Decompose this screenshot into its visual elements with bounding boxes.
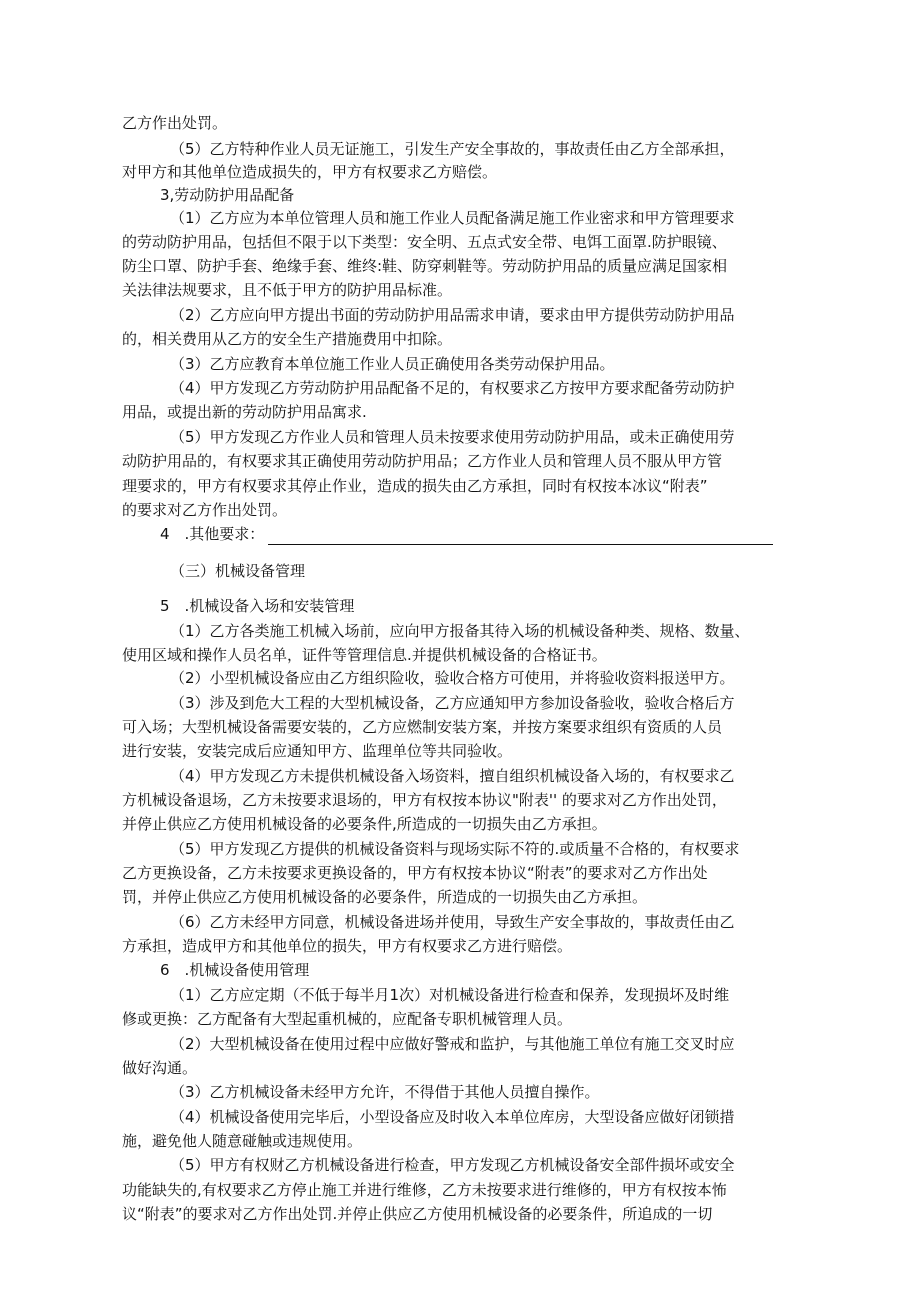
text-line: （2）乙方应向甲方提出书面的劳动防护用品需求申请，要求由甲方提供劳动防护用品: [170, 306, 735, 324]
text-line: 防尘口罩、防护手套、绝缘手套、维终:鞋、防穿刺鞋等。劳动防护用品的质量应满足国家相: [122, 257, 728, 275]
text-line: （6）乙方未经甲方同意，机械设备进场并使用，导致生产安全事故的，事故责任由乙: [170, 913, 735, 931]
text-line: （5）乙方特种作业人员无证施工，引发生产安全事故的，事故责任由乙方全部承担，: [170, 140, 735, 158]
text-line: 关法律法规要求，且不低于甲方的防护用品标准。: [122, 281, 453, 299]
fill-in-blank[interactable]: [268, 529, 773, 545]
text-line: （4）机械设备使用完毕后，小型设备应及时收入本单位库房，大型设备应做好闭锁措: [170, 1108, 735, 1126]
text-line: 修或更换：乙方配备有大型起重机械的，应配备专职机械管理人员。: [122, 1010, 573, 1028]
text-line: （5）甲方有权财乙方机械设备进行检查，甲方发现乙方机械设备安全部件损坏或安全: [170, 1156, 735, 1174]
text-line: 并停止供应乙方使用机械设备的必要条件,所造成的一切损失由乙方承担。: [122, 815, 607, 833]
text-line: 用品，或提出新的劳动防护用品寓求.: [122, 403, 367, 421]
other-requirements-label: 4 .其他要求：: [160, 525, 265, 543]
text-line: 罚，并停止供应乙方使用机械设备的必要条件，所造成的一切损失由乙方承担。: [122, 888, 648, 906]
section-heading: （三）机械设备管理: [170, 562, 306, 580]
text-line: 功能缺失的,有权要求乙方停止施工并进行维修，乙方未按要求进行维修的，甲方有权按本怖: [122, 1181, 727, 1199]
text-line: （3）乙方机械设备未经甲方允许，不得借于其他人员擅自操作。: [170, 1083, 600, 1101]
text-line: （4）甲方发现乙方未提供机械设备入场资料，擅自组织机械设备入场的，有权要求乙: [170, 767, 735, 785]
text-line: 的劳动防护用品，包括但不限于以下类型：安全明、五点式安全带、电饵工面罩.防护眼镜、: [122, 233, 727, 251]
text-line: 理要求的，甲方有权要求其停止作业，造成的损失由乙方承担，同时有权按本冰议“附表”: [122, 477, 708, 495]
text-line: 议“附表”的要求对乙方作出处罚.并停止供应乙方使用机械设备的必要条件，所追成的一切: [122, 1205, 713, 1223]
text-line: 动防护用品的，有权要求其正确使用劳动防护用品；乙方作业人员和管理人员不服从甲方管: [122, 452, 723, 470]
text-line: 进行安装，安装完成后应通知甲方、监理单位等共同验收。: [122, 742, 513, 760]
other-requirements-line: [160, 523, 810, 545]
text-line: 的，相关费用从乙方的安全生产措施费用中扣除。: [122, 330, 453, 348]
text-line: 方承担，造成甲方和其他单位的损失，甲方有权要求乙方进行赔偿。: [122, 937, 573, 955]
text-line: （5）甲方发现乙方作业人员和管理人员未按要求使用劳动防护用品，或未正确使用劳: [170, 428, 735, 446]
text-line: （4）甲方发现乙方劳动防护用品配备不足的，有权要求乙方按甲方要求配备劳动防护: [170, 379, 735, 397]
text-line: （1）乙方应为本单位管理人员和施工作业人员配备满足施工作业密求和甲方管理要求: [170, 209, 735, 227]
text-line: 方机械设备退场，乙方未按要求退场的，甲方有权按本协议"附表'' 的要求对乙方作出处罚，: [122, 791, 727, 809]
text-line: 对甲方和其他单位造成损失的，甲方有权要求乙方赔偿。: [122, 163, 498, 181]
section-heading: 3,劳动防护用品配备: [160, 186, 295, 204]
text-line: 做好沟通。: [122, 1059, 198, 1077]
text-line: 施，避免他人随意碰触或违规使用。: [122, 1132, 363, 1150]
text-line: （1）乙方应定期（不低于每半月1次）对机械设备进行检查和保养，发现损坏及时维: [170, 986, 730, 1004]
text-line: 乙方更换设备，乙方未按要求更换设备的，甲方有权按本协议“附表”的要求对乙方作出处: [122, 864, 708, 882]
text-line: 乙方作出处罚。: [122, 114, 228, 132]
text-line: （1）乙方各类施工机械入场前，应向甲方报备其待入场的机械设备种类、规格、数量、: [170, 622, 750, 640]
text-line: （5）甲方发现乙方提供的机械设备资料与现场实际不符的.或质量不合格的，有权要求: [170, 840, 740, 858]
text-line: 可入场；大型机械设备需要安装的，乙方应燃制安装方案，并按方案要求组织有资质的人员: [122, 718, 723, 736]
text-line: （3）乙方应教育本单位施工作业人员正确使用各类劳动保护用品。: [170, 355, 615, 373]
section-heading: 6 .机械设备使用管理: [160, 961, 310, 979]
section-heading: 5 .机械设备入场和安装管理: [160, 597, 355, 615]
text-line: 使用区域和操作人员名单，证件等管理信息.并提供机械设备的合格证书。: [122, 646, 607, 664]
text-line: （3）涉及到危大工程的大型机械设备，乙方应通知甲方参加设备验收，验收合格后方: [170, 694, 735, 712]
text-line: 的要求对乙方作出处罚。: [122, 501, 288, 519]
text-line: （2）大型机械设备在使用过程中应做好警戒和监护，与其他施工单位有施工交叉时应: [170, 1035, 735, 1053]
text-line: （2）小型机械设备应由乙方组织险收，验收合格方可使用，并将验收资料报送甲方。: [170, 669, 735, 687]
